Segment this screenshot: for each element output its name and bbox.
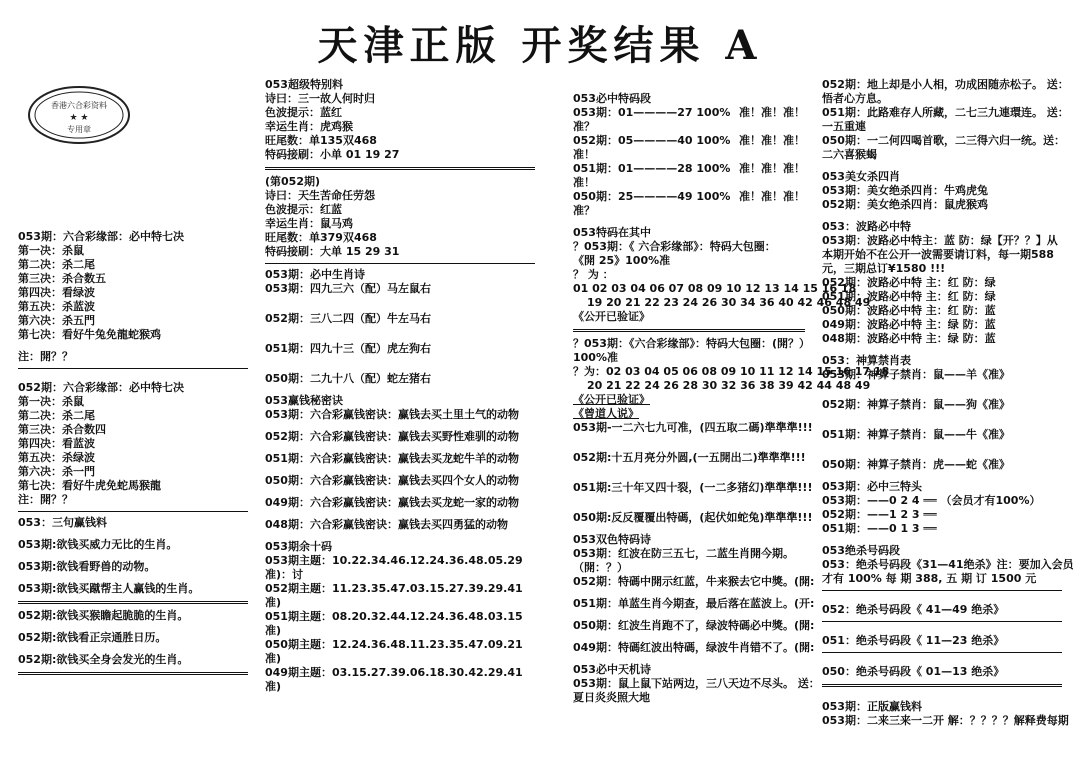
- range-line: ？ 为 ：: [573, 268, 614, 281]
- section-heading: 053必中特码段: [573, 92, 651, 105]
- seven-tips-053: [18, 230, 248, 364]
- special-material-053: [265, 78, 535, 162]
- tip-line: 第四决：看绿波: [18, 286, 95, 299]
- note-line: 注：開？？: [18, 493, 73, 506]
- numbers-line: 准)：讨: [265, 568, 304, 581]
- saying-line: 053期-一二六七九可准，(四五取二碼)準準準!!!: [573, 421, 813, 434]
- section-heading: 053期：必中三特头: [822, 480, 922, 493]
- secret-line: 050期：六合彩赢钱密诀：赢钱去买四个女人的动物: [265, 474, 519, 487]
- divider: [18, 601, 248, 604]
- wave-line: 050期：波路必中特 主：红 防：蓝: [822, 304, 996, 317]
- range-row: [573, 162, 805, 176]
- poem-line: 一五重連: [822, 120, 866, 133]
- info-line: 特码接刷：小单 01 19 27: [265, 148, 400, 161]
- forbidden-zodiac-section: [822, 354, 1062, 472]
- range-verdict: 准！准！准！: [739, 190, 805, 203]
- numbers-line: 053期主题：10.22.34.46.12.24.36.48.05.29: [265, 554, 523, 567]
- wave-line: 051期：波路必中特 主：红 防：绿: [822, 290, 996, 303]
- kill-range-line: 051：绝杀号码段《 11—23 绝杀》: [822, 634, 1005, 647]
- range-line: 100%准: [573, 351, 618, 364]
- divider: [265, 263, 535, 264]
- info-line: 特码接刷：大单 15 29 31: [265, 245, 400, 258]
- range-tail: 准？: [573, 120, 595, 133]
- tip-line: 第七决：看好牛兔免龍蛇猴鸡: [18, 328, 161, 341]
- divider: [265, 167, 535, 170]
- range-value: 053期：01————27 100%: [573, 106, 731, 119]
- range-line: 19 20 21 22 23 24 26 30 34 36 40 42 46 48 49: [587, 296, 871, 309]
- seven-tips-052: [18, 381, 248, 507]
- range-value: 052期：05————40 100%: [573, 134, 731, 147]
- svg-text:香港六合彩资料: 香港六合彩资料: [51, 101, 107, 110]
- poem-line: 050期：二九十八（配）蛇左猪右: [265, 372, 431, 385]
- section-heading: 053期余十码: [265, 540, 332, 553]
- range-tail: 准！: [573, 148, 595, 161]
- range-row: [573, 134, 805, 148]
- numbers-line: 准): [265, 624, 282, 637]
- section-heading: 053：三句赢钱料: [18, 516, 107, 529]
- poem-line: 052期：三八二四（配）牛左马右: [265, 312, 431, 325]
- poem-line: 052期：地上却是小人相，功成困随赤松子。 送：: [822, 78, 1069, 91]
- tip-line: 第一决：杀鼠: [18, 244, 84, 257]
- divider: [18, 511, 248, 512]
- tip-line: 第一决：杀鼠: [18, 395, 84, 408]
- saying-line: 051期:三十年又四十裂，(一二多猪幻)準準準!!!: [573, 481, 813, 494]
- poem-line: 053期：红波在防三五七，二蓝生肖開今期。: [573, 547, 794, 560]
- poem-line: 悟者心方息。: [822, 92, 888, 105]
- numbers-line: 准): [265, 652, 282, 665]
- info-line: 诗曰：三一故人何时归: [265, 92, 375, 105]
- riddle-line: 052期:欲钱看正宗通胜日历。: [18, 631, 167, 644]
- column-4: [822, 78, 1074, 728]
- poem-line: 051期：单蓝生肖今期查，最后落在蓝波上。(开:: [573, 597, 815, 610]
- poem-line: 053期：四九三六（配）马左鼠右: [265, 282, 431, 295]
- section-heading: 053特码在其中: [573, 226, 651, 239]
- range-line: 《公开已验证》: [573, 310, 650, 323]
- divider: [822, 621, 1062, 622]
- section-heading: 053必中天机诗: [573, 663, 651, 676]
- section-heading: 053期：必中生肖诗: [265, 268, 365, 281]
- poem-line: 夏日炎炎照大地: [573, 691, 650, 704]
- kill-range-line: 050：绝杀号码段《 01—13 绝杀》: [822, 665, 1005, 678]
- forbid-line: 052期：神算子禁肖：鼠——狗《准》: [822, 398, 1010, 411]
- riddle-line: 053期:欲钱买威力无比的生肖。: [18, 538, 178, 551]
- section-heading: 053超级特别料: [265, 78, 343, 91]
- poem-line: 053期：鼠上鼠下站两边，三八天边不尽头。 送：: [573, 677, 820, 690]
- poem-gift-section: [822, 78, 1069, 162]
- range-line: ？为：02 03 04 05 06 08 09 10 11 12 14 15 16 17 18: [573, 365, 890, 378]
- section-heading: (第052期): [265, 175, 321, 188]
- riddle-line: 052期:欲钱买猴瞻起脆脆的生肖。: [18, 609, 189, 622]
- saying-line: 050期:反反覆覆出特碼，(起伏如蛇兔)準準準!!!: [573, 511, 813, 524]
- info-line: 色波提示：红蓝: [265, 203, 342, 216]
- kill-range-line: 052：绝杀号码段《 41—49 绝杀》: [822, 603, 1005, 616]
- tip-line: 第七决：看好牛虎免蛇馬猴龍: [18, 479, 161, 492]
- info-line: 幸运生肖：鼠马鸡: [265, 217, 353, 230]
- poem-line: 二六喜猴蝎: [822, 148, 877, 161]
- divider: [573, 329, 805, 332]
- section-heading: 053美女杀四肖: [822, 170, 900, 183]
- svg-text:★ ★: ★ ★: [69, 113, 89, 123]
- wave-line: 049期：波路必中特 主：绿 防：蓝: [822, 318, 996, 331]
- seal-stamp-icon: [26, 84, 132, 146]
- range-tail: 准！: [573, 176, 595, 189]
- three-sentence-052: [18, 609, 248, 667]
- section-heading: 052期：六合彩缘部：必中特七决: [18, 381, 184, 394]
- riddle-line: 053期:欲钱买蹴帮主人赢钱的生肖。: [18, 582, 200, 595]
- tip-line: 第二决：杀二尾: [18, 258, 95, 271]
- riddle-line: 052期:欲钱买全身会发光的生肖。: [18, 653, 189, 666]
- zeng-daoren-section: [573, 407, 813, 525]
- divider: [18, 672, 248, 675]
- numbers-line: 050期主题：12.24.36.48.11.23.35.47.09.21: [265, 638, 523, 651]
- range-value: 051期：01————28 100%: [573, 162, 731, 175]
- forbid-line: 053期：神算子禁肖：鼠——羊《准》: [822, 368, 1010, 381]
- beauty-kill-section: [822, 170, 1062, 212]
- special-in-range-section: [573, 226, 871, 324]
- range-line: ？053期：《 六合彩缘部》：特码大包圈：: [573, 240, 776, 253]
- range-verdict: 准！准！准！: [739, 162, 805, 175]
- poem-line: 050期：红波生肖跑不了，绿波特碼必中獎。(開:: [573, 619, 815, 632]
- poem-line: 052期：特碼中開示红蓝，牛来猴去它中獎。(開:: [573, 575, 815, 588]
- number-range-section: [573, 92, 805, 218]
- special-material-052: [265, 175, 535, 259]
- info-line: 诗曰：天生苦命任劳怨: [265, 189, 375, 202]
- wave-line: 元，三期总订¥1580 !!!: [822, 262, 946, 275]
- range-line: 01 02 03 04 06 07 08 09 10 12 13 14 15 16 18: [573, 282, 857, 295]
- range-line: 20 21 22 24 26 28 30 32 36 38 39 42 44 48 49: [587, 379, 871, 392]
- range-row: [573, 190, 805, 204]
- kill-range-line: 053：绝杀号码段《31—41绝杀》注：要加入会员: [822, 558, 1074, 571]
- section-heading: 053期：六合彩缘部：必中特七决: [18, 230, 184, 243]
- three-sentence-section: [18, 516, 248, 596]
- section-heading: 053赢钱秘密诀: [265, 394, 343, 407]
- range-tail: 准？: [573, 204, 595, 217]
- poem-line: （開：？）: [573, 561, 628, 574]
- column-2: [265, 78, 535, 694]
- numbers-line: 051期主题：08.20.32.44.12.24.36.48.03.15: [265, 610, 523, 623]
- wave-line: 本期开始不在公开一波需要请订料，每一期588: [822, 248, 1054, 261]
- secret-line: 051期：六合彩赢钱密诀：赢钱去买龙蛇牛羊的动物: [265, 452, 519, 465]
- numbers-line: 准): [265, 680, 282, 693]
- range-line: 《公开已验证》: [573, 393, 650, 406]
- kill-range-line: 才有 100% 每 期 388, 五 期 订 1500 元: [822, 572, 1037, 585]
- range-line: ？053期：《六合彩缘部》：特码大包圈：(開？）: [573, 337, 810, 350]
- tip-line: 第三决：杀合数四: [18, 423, 106, 436]
- secret-line: 052期：六合彩赢钱密诀：赢钱去买野性难驯的动物: [265, 430, 519, 443]
- info-line: 旺尾数：单135双468: [265, 134, 377, 147]
- kill-line: 052期：美女绝杀四肖：鼠虎猴鸡: [822, 198, 988, 211]
- forbid-line: 051期：神算子禁肖：鼠——牛《准》: [822, 428, 1010, 441]
- poem-line: 050期：一二何四喝首歌，二三得六归一统。送：: [822, 134, 1065, 147]
- secret-line: 049期：六合彩赢钱密诀：赢钱去买龙蛇一家的动物: [265, 496, 519, 509]
- three-heads-section: [822, 480, 1062, 536]
- info-line: 幸运生肖：虎鸡猴: [265, 120, 353, 133]
- forbid-line: 050期：神算子禁肖：虎——蛇《准》: [822, 458, 1010, 471]
- secret-line: 048期：六合彩赢钱密诀：赢钱去买四勇猛的动物: [265, 518, 508, 531]
- range-verdict: 准！准！准！: [739, 106, 805, 119]
- poem-line: 051期：此路难存人所藏，二七三九連環连。 送：: [822, 106, 1069, 119]
- two-color-poem-section: [573, 533, 815, 655]
- section-heading: 053期：正版赢钱料: [822, 700, 922, 713]
- riddle-line: 053期:欲钱看野兽的动物。: [18, 560, 156, 573]
- divider: [822, 590, 1062, 591]
- section-heading: 《曾道人说》: [573, 407, 639, 420]
- column-1: [18, 230, 248, 680]
- head-line: 052期：——1 2 3 ══: [822, 508, 937, 521]
- head-line: 053期：——0 2 4 ══ （会员才有100%）: [822, 494, 1041, 507]
- head-line: 051期：——0 1 3 ══: [822, 522, 937, 535]
- note-line: 注：開？？: [18, 350, 73, 363]
- section-heading: 053：神算禁肖表: [822, 354, 911, 367]
- zodiac-poem-section: [265, 268, 535, 386]
- win-line: 053期：二来三来一二开 解：？？？？解释费每期: [822, 714, 1069, 727]
- official-win-section: [822, 700, 1069, 728]
- section-heading: 053：波路必中特: [822, 220, 911, 233]
- kill-line: 053期：美女绝杀四肖：牛鸡虎兔: [822, 184, 988, 197]
- range-verdict: 准！准！准！: [739, 134, 805, 147]
- poem-line: 051期：四九十三（配）虎左狗右: [265, 342, 431, 355]
- range-value: 050期：25————49 100%: [573, 190, 731, 203]
- wave-line: 052期：波路必中特 主：红 防：绿: [822, 276, 996, 289]
- numbers-line: 049期主题：03.15.27.39.06.18.30.42.29.41: [265, 666, 523, 679]
- divider: [18, 368, 248, 369]
- wave-section: [822, 220, 1062, 346]
- info-line: 旺尾数：单379双468: [265, 231, 377, 244]
- wave-line: 048期：波路必中特 主：绿 防：蓝: [822, 332, 996, 345]
- range-line: 《開 25》100%准: [573, 254, 671, 267]
- page-title: 天津正版 开奖结果 A: [317, 22, 763, 69]
- divider: [822, 684, 1062, 687]
- tip-line: 第六决：杀一門: [18, 465, 95, 478]
- numbers-line: 052期主题：11.23.35.47.03.15.27.39.29.41: [265, 582, 523, 595]
- tip-line: 第四决：看蓝波: [18, 437, 95, 450]
- range-row: [573, 106, 805, 120]
- saying-line: 052期:十五月亮分外圆,(一五開出二)準準準!!!: [573, 451, 806, 464]
- tip-line: 第五决：杀绿波: [18, 451, 95, 464]
- secret-line: 053期：六合彩赢钱密诀：赢钱去买土里土气的动物: [265, 408, 519, 421]
- tip-line: 第六决：杀五門: [18, 314, 95, 327]
- heaven-secret-section: [573, 663, 820, 705]
- poem-line: 049期：特碼红波出特碼，绿波牛肖错不了。(開:: [573, 641, 815, 654]
- tip-line: 第三决：杀合数五: [18, 272, 106, 285]
- svg-text:专用章: 专用章: [67, 125, 91, 134]
- tip-line: 第二决：杀二尾: [18, 409, 95, 422]
- info-line: 色波提示：蓝红: [265, 106, 342, 119]
- tip-line: 第五决：杀蓝波: [18, 300, 95, 313]
- divider: [822, 652, 1062, 653]
- numbers-line: 准): [265, 596, 282, 609]
- section-heading: 053双色特码诗: [573, 533, 651, 546]
- kill-range-section: [822, 544, 1074, 679]
- wave-line: 053期：波路必中特主：蓝 防：绿【开？？】从: [822, 234, 1058, 247]
- win-secret-section: [265, 394, 535, 532]
- ten-numbers-section: [265, 540, 535, 694]
- section-heading: 053绝杀号码段: [822, 544, 900, 557]
